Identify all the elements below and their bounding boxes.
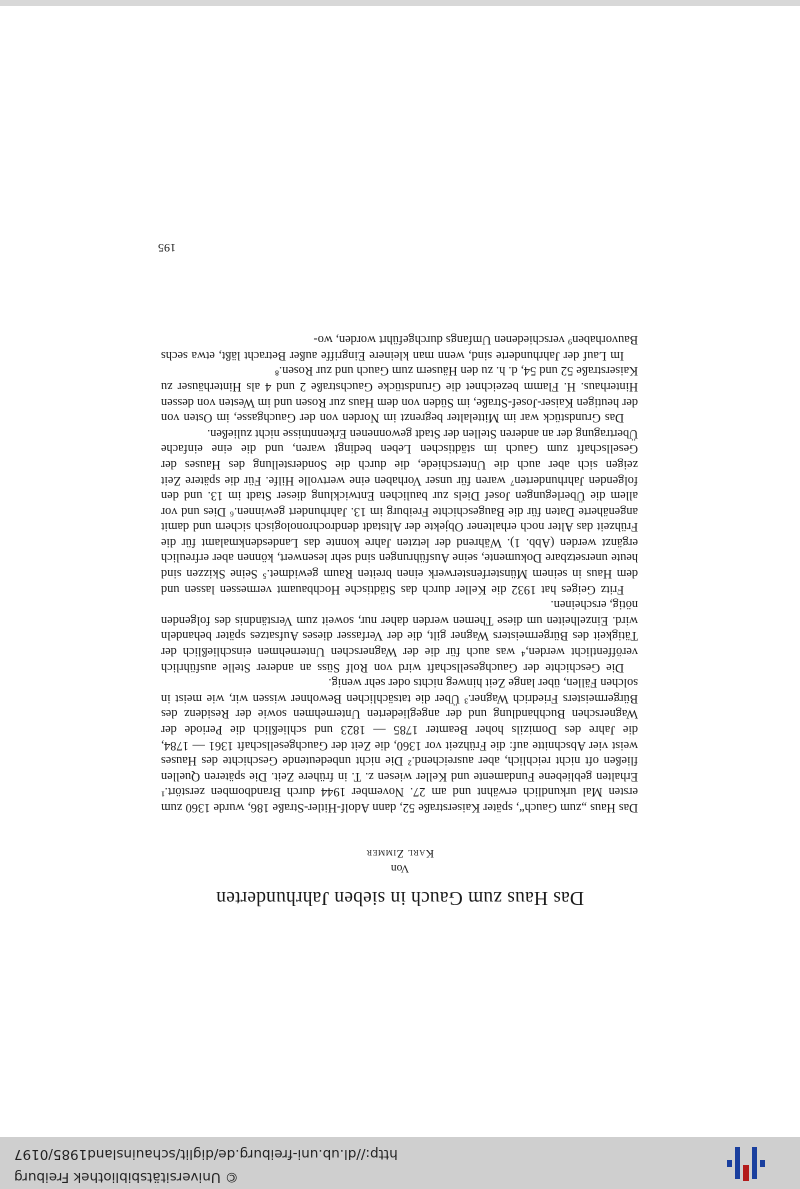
footer-bar [0,0,800,6]
library-credit: © Universitätsbibliothek Freiburg [14,1169,239,1185]
page-number: 195 [158,241,176,255]
header-bar [0,1137,800,1189]
article-title: Das Haus zum Gauch in sieben Jahrhunderten [216,887,584,908]
paragraph: Im Lauf der Jahrhunderte sind, wenn man kleinere Eingriffe außer Betracht läßt, etwa sechs Bauvorhaben⁹ verschiedenen Umfangs durchgeführt worden, wo- [161,333,638,363]
author-name: Karl Zimmer [366,847,434,859]
paragraph: Fritz Geiges hat 1932 die Keller durch das Städtische Hochbauamt vermessen lassen und dem Haus in seinem Münsterfensterwerk einen breiten Raum gewidmet.⁵ Seine Skizzen sind heute unersetzbare Dokumente, seine Ausführungen sind sehr lesenwert, können aber erfreulich ergänzt werden (Abb. 1). Während der letzten Jahre konnte das Landesdenkmalamt für die Frühzeit das Alter noch erhaltener Objekte der Altstadt dendrochronologisch sichern und damit angenäherte Daten für die Baugeschichte Freiburg im 13. Jahrhundert gewinnen.⁶ Dies und vor allem die Überlegungen Josef Diels zur baulichen Entwicklung dieser Stadt im 13. und den folgenden Jahrhunderten⁷ waren für unser Vorhaben eine wertvolle Hilfe. Für die spätere Zeit zeigen sich aber auch die Unterschiede, die durch die Sonderstellung des Hauses der Gesellschaft zum Gauch im städtischen Leben bedingt waren, und die eine einfache Übertragung der an anderen Stellen der Stadt gewonnenen Erkenntnisse nicht zuließen. [161,426,638,597]
paragraph: Das Grundstück war im Mittelalter begrenzt im Norden von der Gauchgasse, im Osten von der heutigen Kaiser-Josef-Straße, im Süden von dem Haus zur Rosen und im Westen von dessen Hinterhaus. H. Flamm bezeichnet die Grundstücke Gauchstraße 2 und 4 als Hinterhäuser zu Kaiserstraße 52 und 54, d. h. zu den Häusern zum Gauch und zur Rosen.⁸ [161,364,638,426]
university-logo-icon [727,1145,767,1181]
paragraph: Das Haus „zum Gauch“, später Kaiserstraße 52, dann Adolf-Hitler-Straße 186, wurde 1360 zum ersten Mal urkundlich erwähnt und am 27. November 1944 durch Brandbomben zerstört.¹ Erhalten gebliebene Fundamente und Keller wiesen z. T. in frühere Zeit. Die späteren Quellen fließen oft nicht reichlich, aber ausreichend.² Die nicht unbedeutende Geschichte des Hauses weist vier Abschnitte auf: die Frühzeit vor 1360, die Zeit der Gauchgesellschaft 1361 — 1784, die Jahre des Domizils hoher Beamter 1785 — 1823 und schließlich die Periode der Wagnerschen Buchhandlung und der angegliederten Unternehmen sowie der Residenz des Bürgermeisters Friedrich Wagner.³ Über die tatsächlichen Bewohner wissen wir, wie meist in solchen Fällen, über lange Zeit hinweg nichts oder sehr wenig. [161,676,638,815]
article-body [161,332,638,815]
paragraph: Die Geschichte der Gauchgesellschaft wird von Rolf Süss an anderer Stelle ausführlich veröffentlicht werden,⁴ was auch für die der Wagnerschen Unternehmen einschließlich der Tätigkeit des Bürgermeisters Wagner gilt, die der Verfasser dieses Aufsatzes später behandeln wird. Einzelheiten um diese Themen werden daher nur, soweit zum Verständnis des folgenden nötig, erscheinen. [161,598,638,675]
source-url[interactable]: http://dl.ub.uni-freiburg.de/diglit/schauinsland1985/0197 [14,1146,398,1162]
byline-von: Von [390,862,410,874]
